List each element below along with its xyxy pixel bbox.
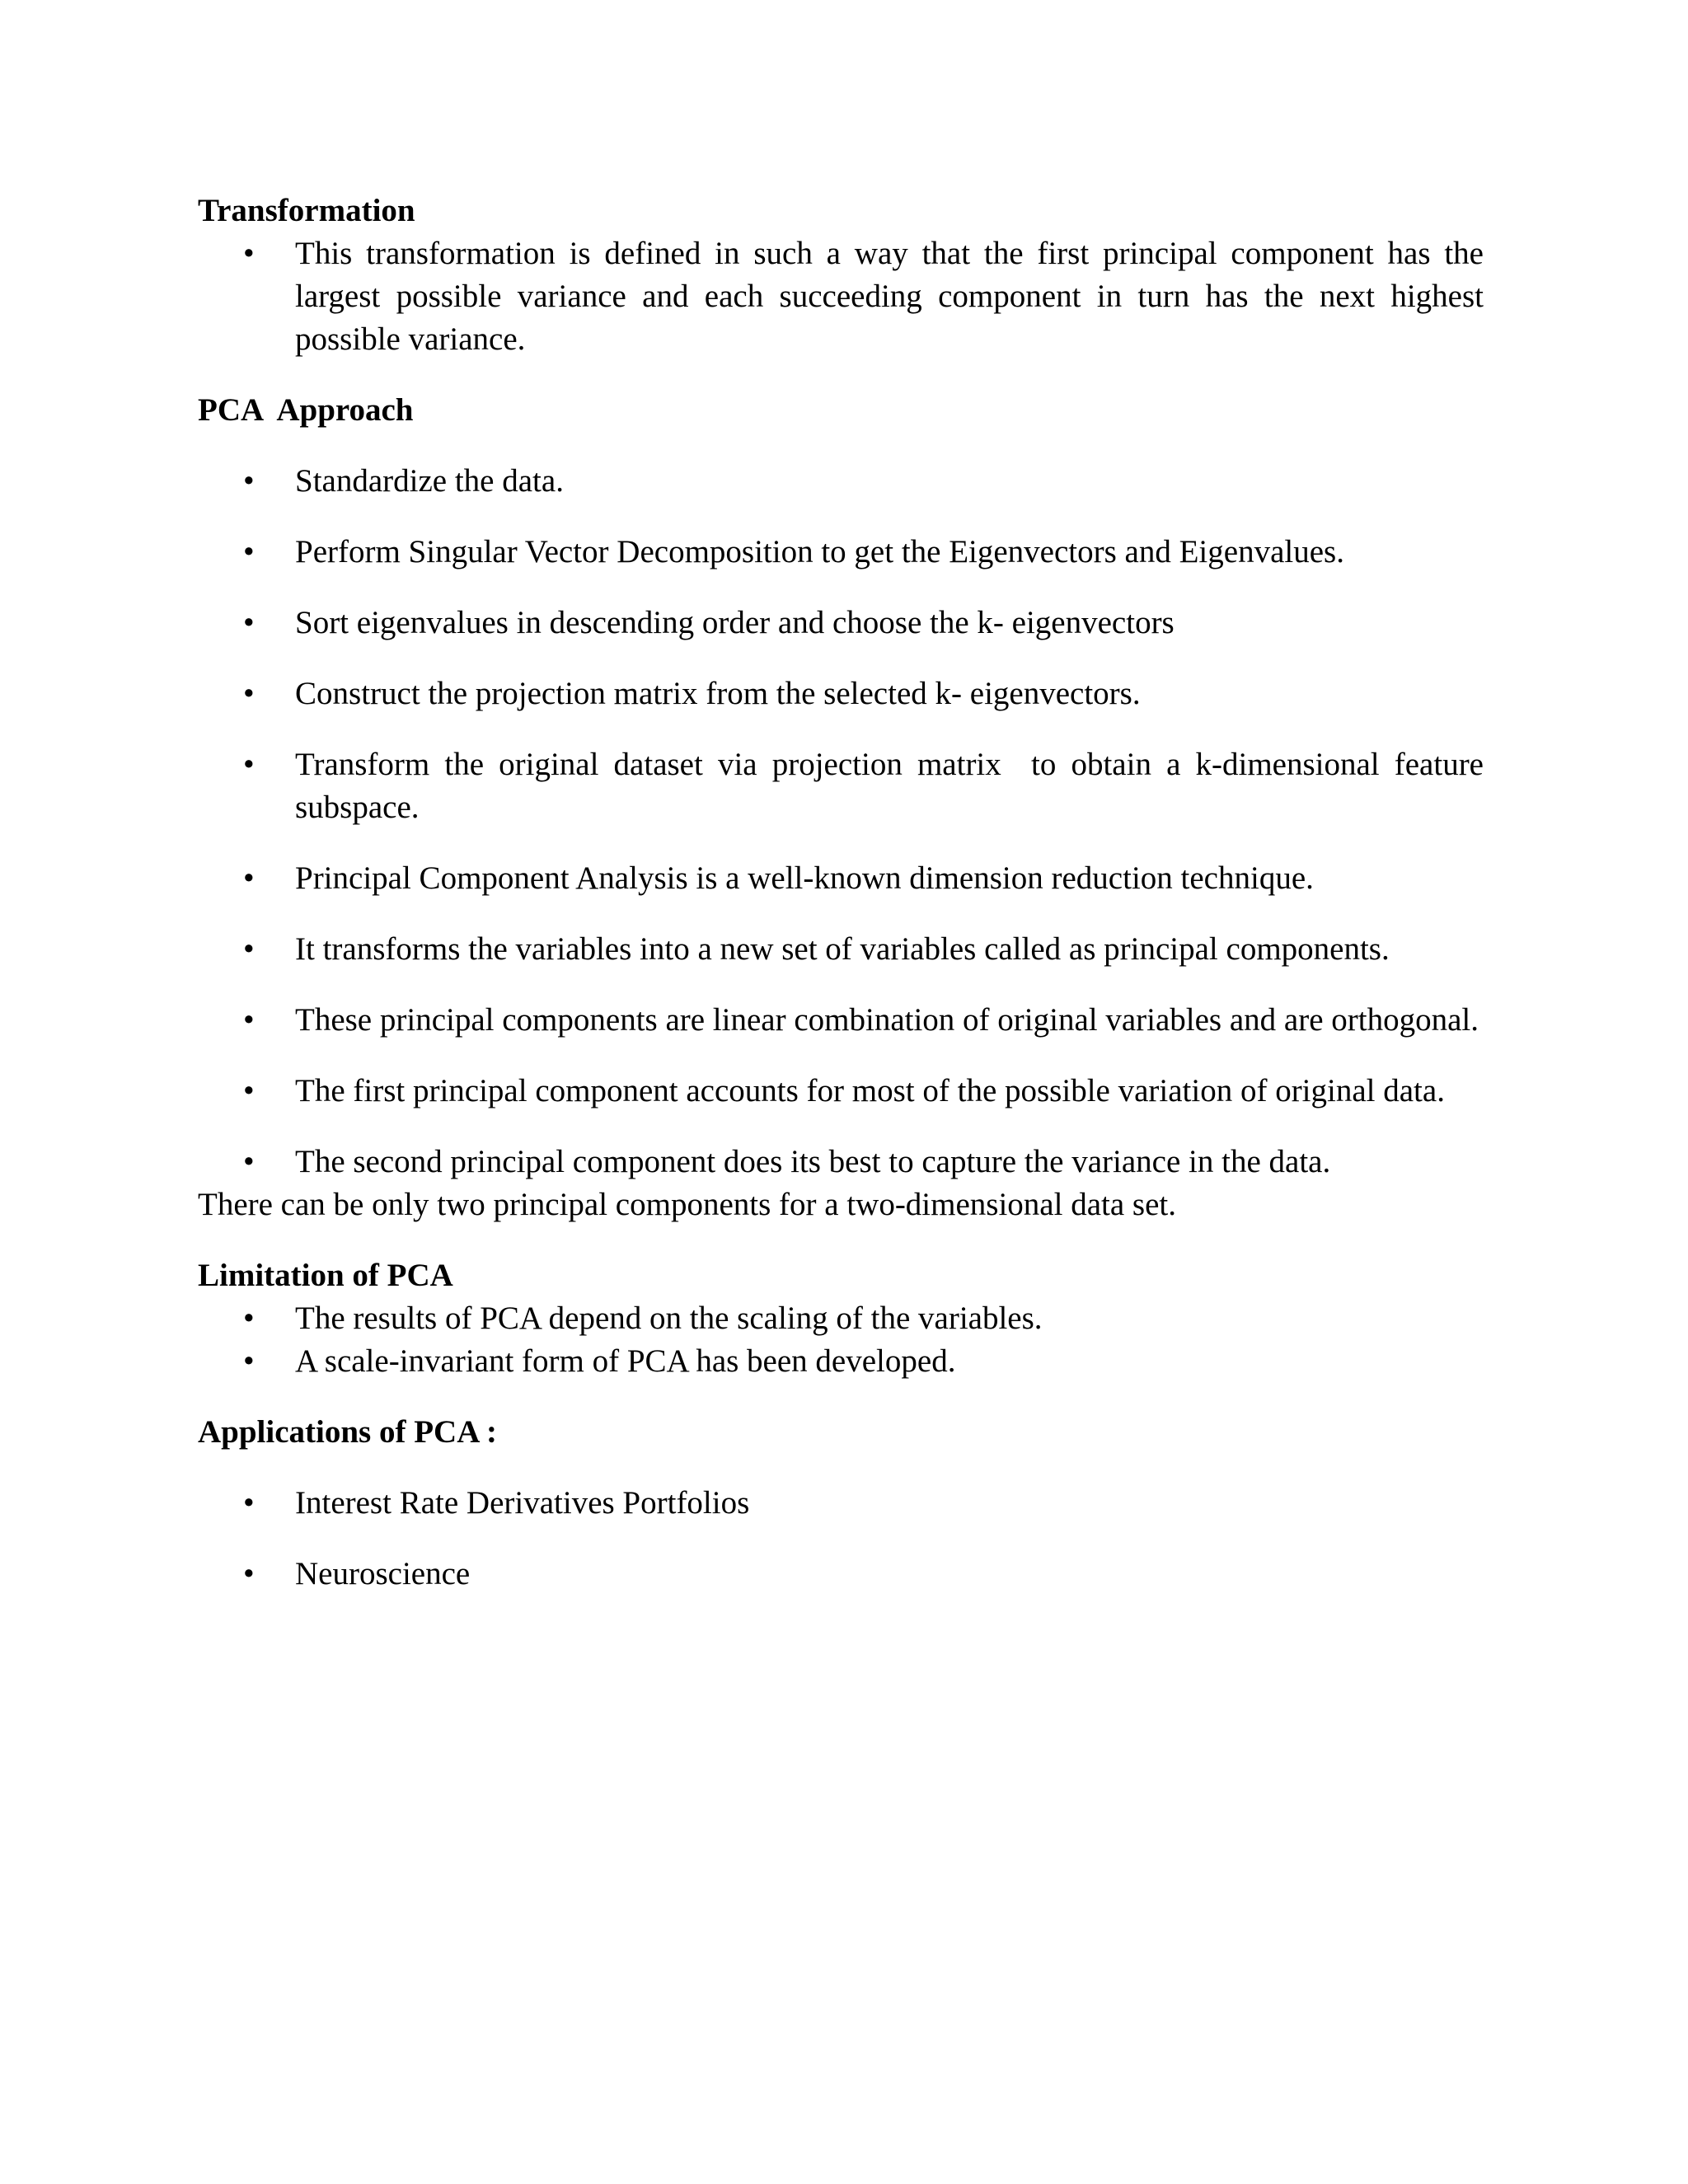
heading-pca-approach: PCA Approach	[198, 392, 414, 428]
bullet-icon: •	[243, 1073, 255, 1108]
closing-paragraph: There can be only two principal components for a two-dimensional data set.	[198, 1187, 1176, 1222]
bullet-icon: •	[243, 1343, 255, 1379]
bullet-icon: •	[243, 747, 255, 782]
bullet-icon: •	[243, 676, 255, 711]
bullet-icon: •	[243, 463, 255, 499]
bullet-icon: •	[243, 1485, 255, 1521]
approach-list	[198, 460, 1492, 1183]
bullet-icon: •	[243, 1002, 255, 1038]
list-item: • It transforms the variables into a new set of variables called as principal components.	[198, 928, 1484, 971]
list-item: • Principal Component Analysis is a well-known dimension reduction technique.	[198, 857, 1484, 900]
list-item: • This transformation is defined in such a way that the first principal component has the largest possible variance and each succeeding component in turn has the next highest possible variance.	[198, 232, 1484, 361]
heading-limitation: Limitation of PCA	[198, 1258, 453, 1293]
list-item: • These principal components are linear combination of original variables and are orthogonal.	[198, 999, 1484, 1042]
bullet-icon: •	[243, 931, 255, 967]
list-item: • Construct the projection matrix from the selected k- eigenvectors.	[198, 673, 1484, 715]
bullet-icon: •	[243, 534, 255, 569]
applications-list	[198, 1482, 1484, 1596]
heading-transformation: Transformation	[198, 193, 415, 228]
list-item: • Transform the original dataset via projection matrix to obtain a k-dimensional feature subspace.	[198, 743, 1484, 829]
list-item: • The first principal component accounts for most of the possible variation of original data.	[198, 1070, 1484, 1113]
heading-applications: Applications of PCA :	[198, 1414, 497, 1450]
limitation-list	[198, 1297, 1484, 1383]
bullet-icon: •	[243, 605, 255, 640]
document-page	[198, 190, 1492, 1596]
list-item: • The results of PCA depend on the scaling of the variables.	[198, 1297, 1484, 1340]
list-item: • Standardize the data.	[198, 460, 1484, 503]
bullet-icon: •	[243, 1301, 255, 1336]
list-item: • The second principal component does its best to capture the variance in the data.	[198, 1141, 1484, 1183]
bullet-icon: •	[243, 1556, 255, 1591]
bullet-icon: •	[243, 860, 255, 896]
transformation-list	[198, 232, 1484, 361]
list-item: • Perform Singular Vector Decomposition to get the Eigenvectors and Eigenvalues.	[198, 531, 1484, 574]
bullet-icon: •	[243, 236, 255, 271]
list-item: • Interest Rate Derivatives Portfolios	[198, 1482, 1484, 1525]
bullet-icon: •	[243, 1144, 255, 1179]
list-item: • Neuroscience	[198, 1553, 1484, 1596]
list-item: • Sort eigenvalues in descending order and choose the k- eigenvectors	[198, 602, 1484, 644]
list-item: • A scale-invariant form of PCA has been developed.	[198, 1340, 1484, 1383]
